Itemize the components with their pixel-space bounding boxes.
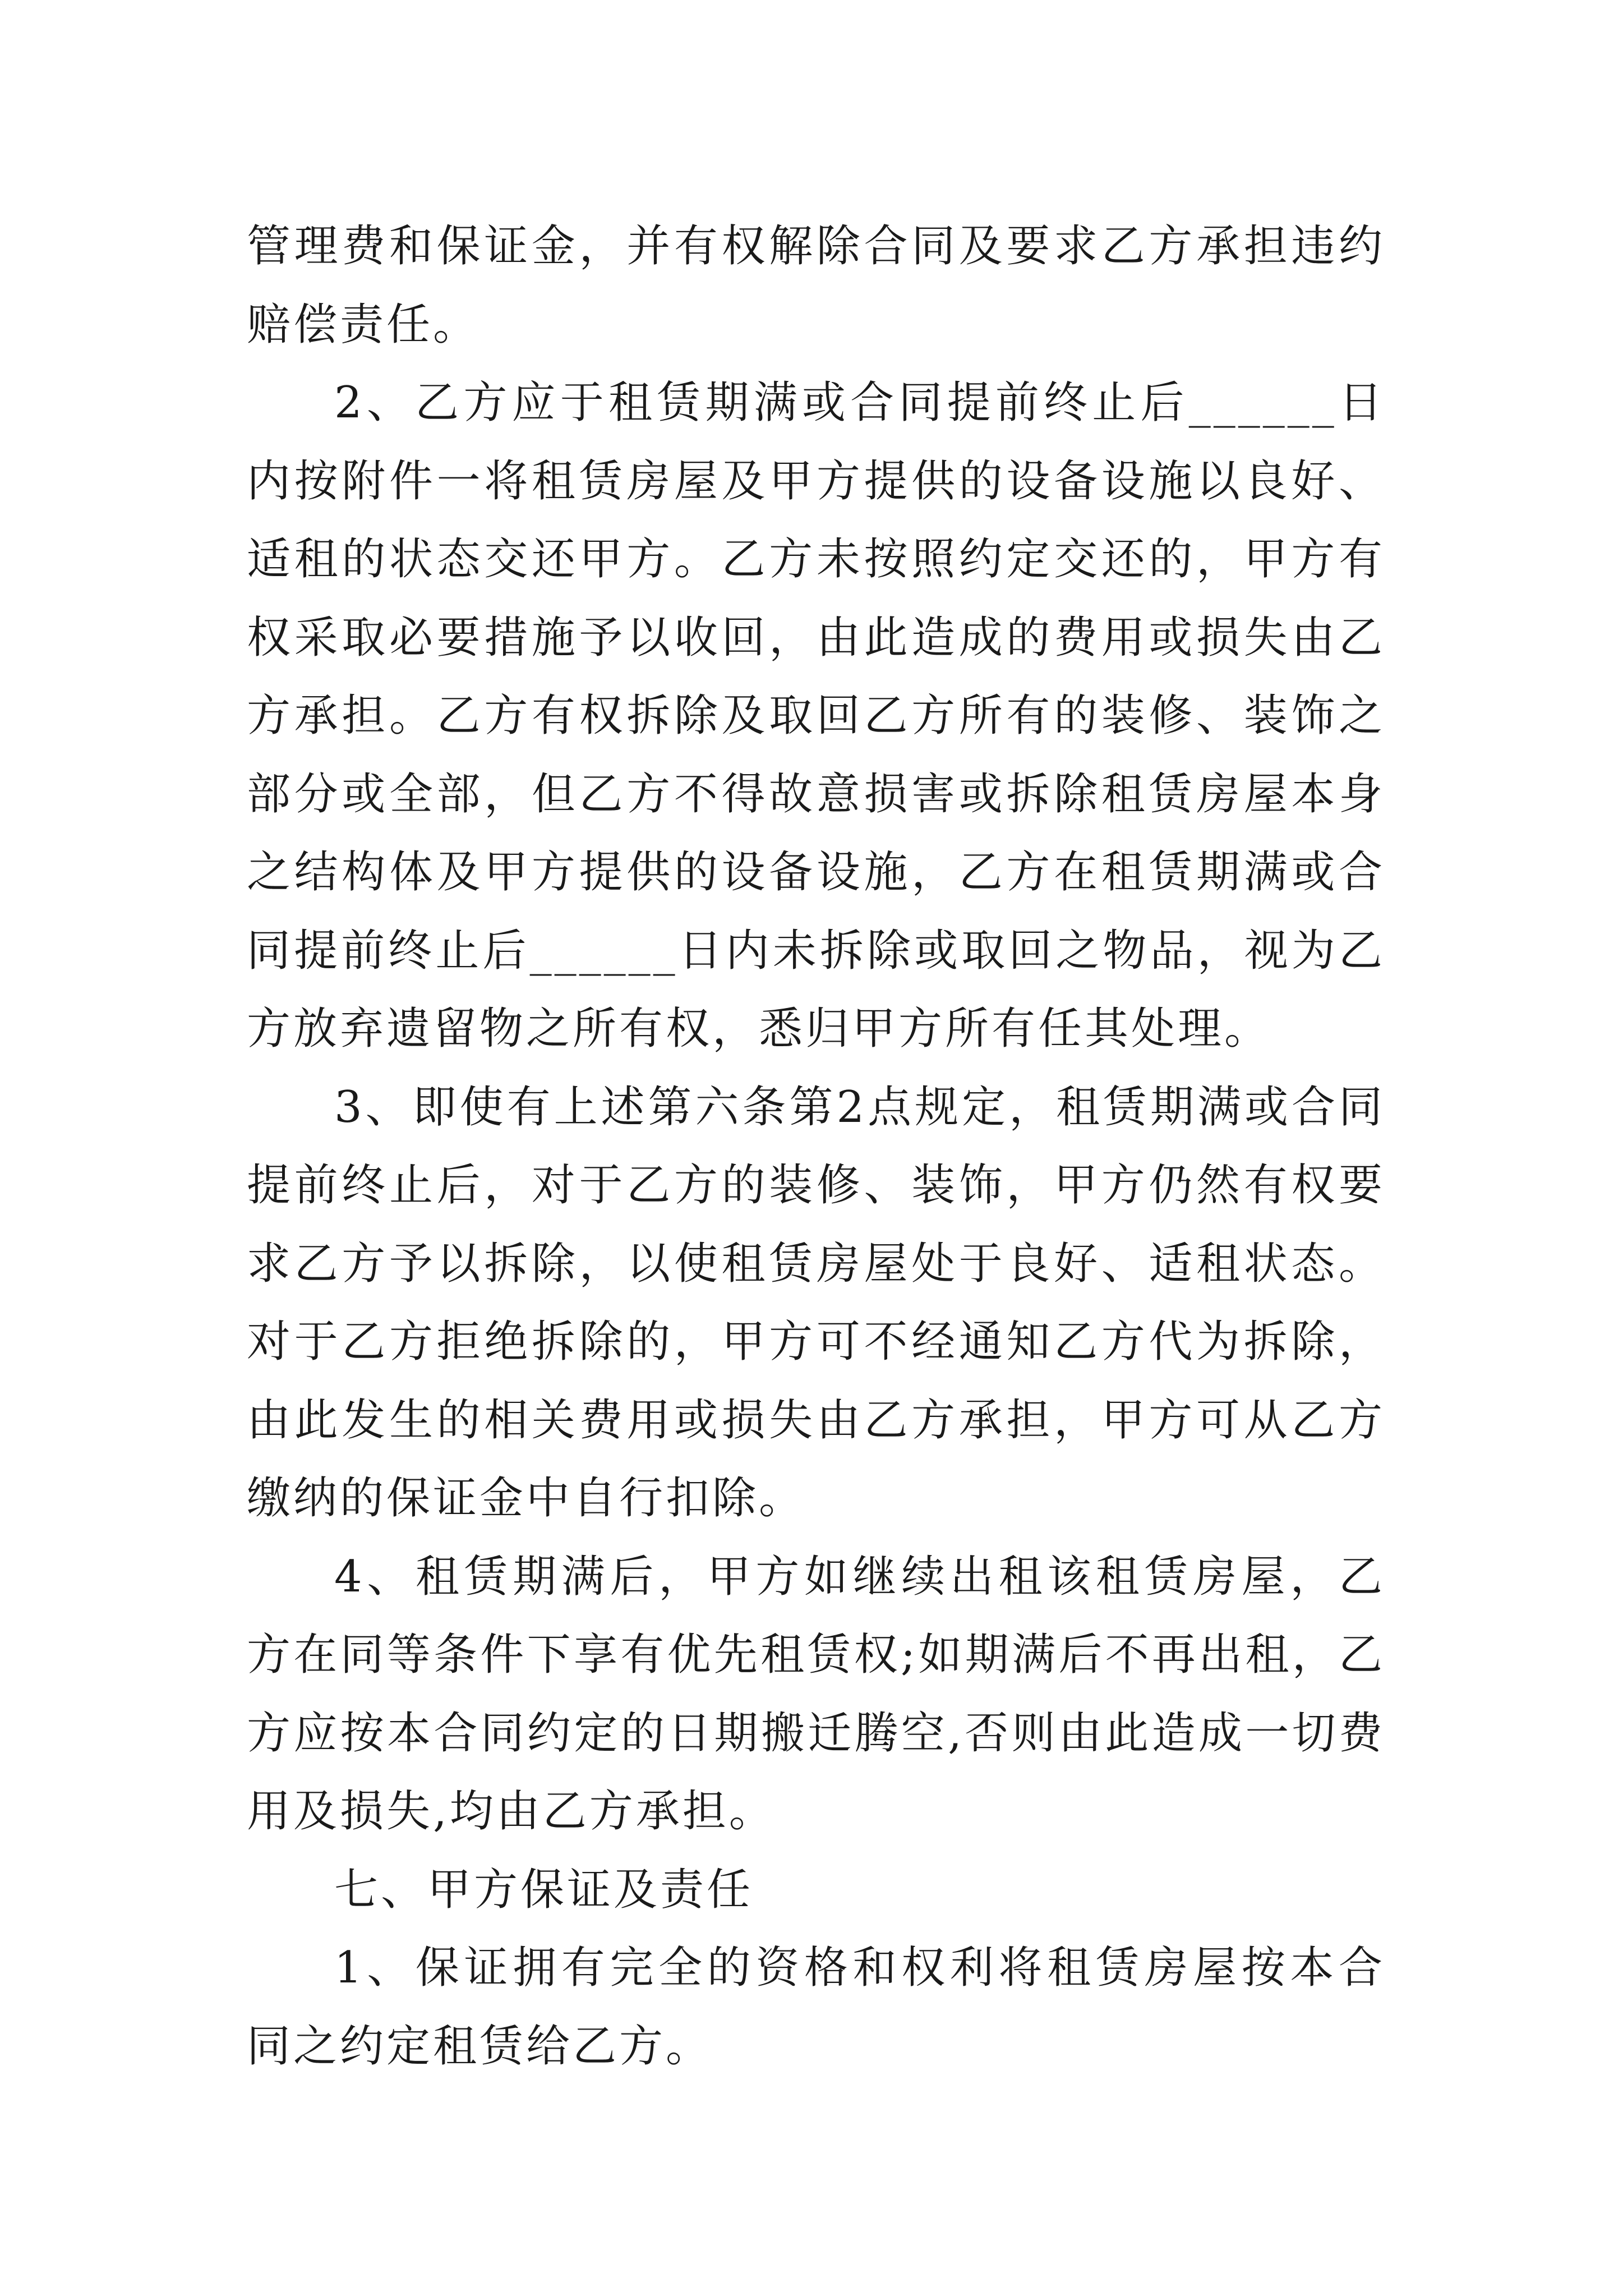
paragraph-clause-7-1: 1、保证拥有完全的资格和权利将租赁房屋按本合同之约定租赁给乙方。 <box>247 1943 1385 2072</box>
paragraph-clause-6-3: 3、即使有上述第六条第2点规定，租赁期满或合同提前终止后，对于乙方的装修、装饰，甲方仍然有权要求乙方予以拆除，以使租赁房屋处于良好、适租状态。对于乙方拒绝拆除的，甲方可不经通知乙方代为拆除，由此发生的相关费用或损失由乙方承担，甲方可从乙方缴纳的保证金中自行扣除。 <box>247 1082 1385 1524</box>
section-heading-7: 七、甲方保证及责任 <box>334 1864 754 1915</box>
paragraph-clause-6-2: 2、乙方应于租赁期满或合同提前终止后______日内按附件一将租赁房屋及甲方提供的设备设施以良好、适租的状态交还甲方。乙方未按照约定交还的，甲方有权采取必要措施予以收回，由此造成的费用或损失由乙方承担。乙方有权拆除及取回乙方所有的装修、装饰之部分或全部，但乙方不得故意损害或拆除租赁房屋本身之结构体及甲方提供的设备设施，乙方在租赁期满或合同提前终止后______日内未拆除或取回之物品，视为乙方放弃遗留物之所有权，悉归甲方所有任其处理。 <box>247 378 1385 1054</box>
document-body <box>247 208 1385 2086</box>
paragraph-continuation: 管理费和保证金，并有权解除合同及要求乙方承担违约赔偿责任。 <box>247 221 1385 350</box>
paragraph-clause-6-4: 4、租赁期满后，甲方如继续出租该租赁房屋，乙方在同等条件下享有优先租赁权;如期满后不再出租，乙方应按本合同约定的日期搬迁腾空,否则由此造成一切费用及损失,均由乙方承担。 <box>247 1551 1385 1837</box>
